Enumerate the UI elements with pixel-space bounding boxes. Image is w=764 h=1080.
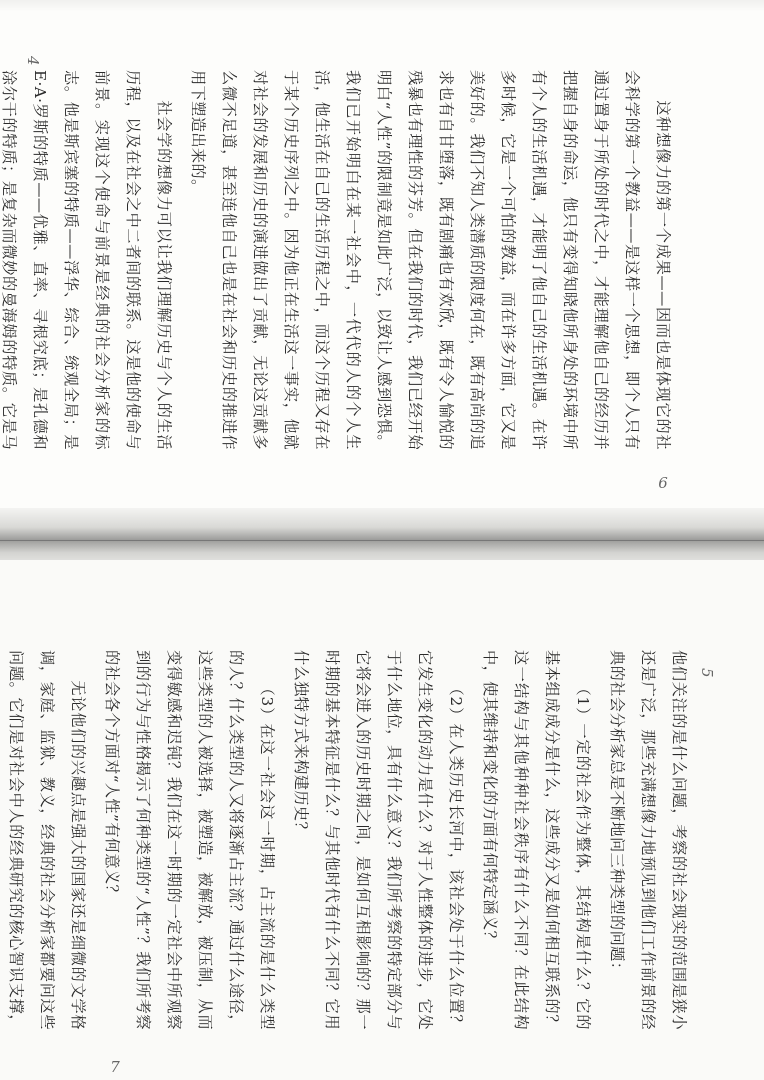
page-edge-shadow xyxy=(0,0,764,12)
paragraph: 无论他们的兴趣点是强大的国家还是细微的文学格调，家庭、监狱、教义，经典的社会分析家都要问这些问题。它们是对社会中人的经典研究的核心智识支撑， xyxy=(7,650,87,1030)
left-page xyxy=(0,0,764,520)
paragraph: （1）一定的社会作为整体，其结构是什么？它的基本组成成分是什么，这些成分又是如何相互联系的？这一结构与其他种种社会秩序有什么不同？在此结构中，使其维持和变化的方面有何特定涵义？ xyxy=(481,650,592,1030)
binding-line xyxy=(0,540,764,541)
right-page-text xyxy=(0,650,694,1030)
paragraph: （2）在人类历史长河中，该社会处于什么位置？它发生变化的动力是什么？对于人性整体的进步，它处于什么地位，具有什么意义？我们所考察的特定部分与它将会进入的历史时期之间，是如何互相影响的？那一时期的基本特征是什么？与其他时代有什么不同？它用什么独特方式来构建历史？ xyxy=(292,650,465,1030)
left-page-text xyxy=(0,70,678,450)
paragraph: 这种想像力的第一个成果——因而也是体现它的社会科学的第一个教益——是这样一个思想，即个人只有通过置身于所处的时代之中，才能理解他自己的经历并把握自身的命运，他只有变得知晓他所身处的环境中所有个人的生活机遇，才能明了他自己的生活机遇。在许多时候，它是一个可怕的教益，而在许多方面，它又是美好的。我们不知人类潜质的限度何在，既有高尚的追求也有自甘堕落，既有剧痛也有欢欣，既有令人愉悦的残暴也有理性的芬芳。但在我们的时代，我们已经开始明白“人性”的限制竟是如此广泛，以致让人感到恐惧。我们已开始明白在某一社会中，一代代的人的个人生活，他生活在自己的生活历程之中，而这个历程又存在于某个历史序列之中。因为他正在生活这一事实，他就对社会的发展和历史的演进做出了贡献，无论这贡献多么微不足道，甚至连他自己也是在社会和历史的推进作用下塑造出来的。 xyxy=(189,70,672,450)
paragraph: 社会学的想像力可以让我们理解历史与个人的生活历程，以及在社会之中二者间的联系。这是他的使命与前景。实现这个使命与前景是经典的社会分析家的标志。他是斯宾塞的特质——浮华、综合、统观全局；是E·A·罗斯的特质——优雅、直率、寻根究底；是孔德和涂尔干的特质；是复杂而微妙的曼海姆的特质。它是马 xyxy=(0,70,173,450)
page-number: 4 xyxy=(24,56,42,66)
paragraph: （3）在这一社会这一时期，占主流的是什么类型的人？什么类型的人又将逐渐占主流？通过什么途径，这些类型的人被选择，被塑造，被解放，被压制，从而变得敏感和迟钝？我们在这一时期的一定社会中所观察到的行为与性格揭示了何种类型的“人性”？我们所考察的社会各个方面对“人性”有何意义？ xyxy=(103,650,276,1030)
paragraph: 他们关注的是什么问题，考察的社会现实的范围是狭小还是广泛，那些充满想像力地预见到他们工作前景的经典的社会分析家总是不断地问三种类型的问题： xyxy=(608,650,688,1030)
page-number-marginal: 7 xyxy=(110,1057,120,1076)
page-number: 5 xyxy=(698,668,716,678)
page-number-marginal: 6 xyxy=(658,473,668,492)
right-page xyxy=(0,560,764,1080)
